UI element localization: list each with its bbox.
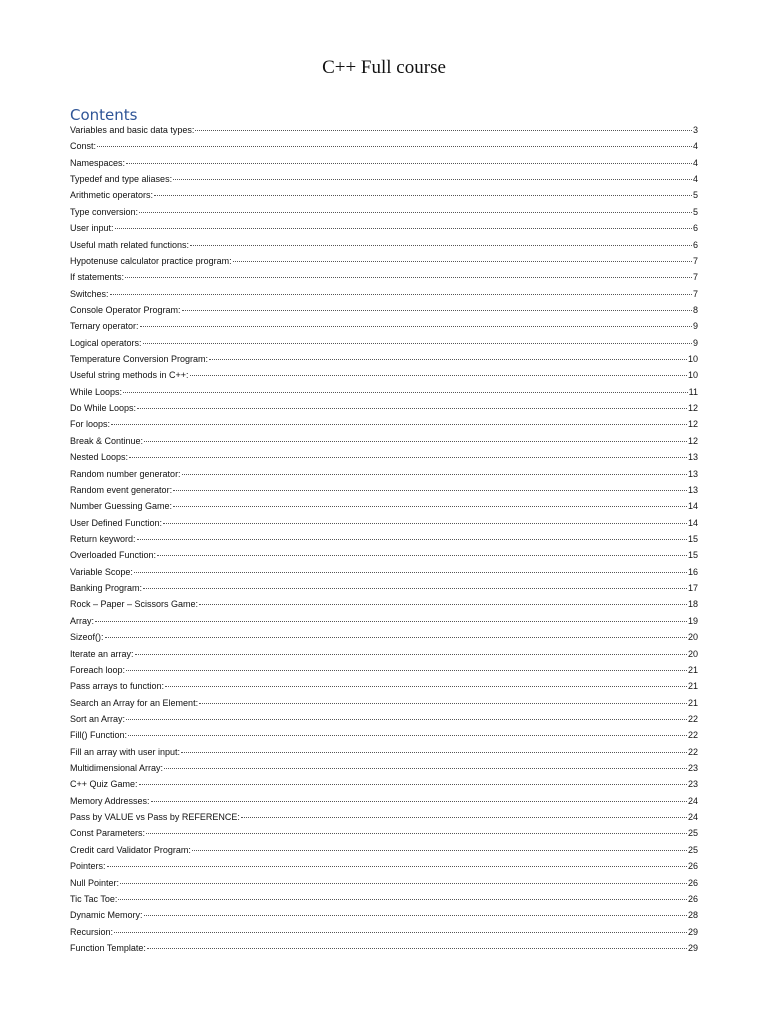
- toc-entry-page-number[interactable]: 4: [692, 174, 698, 185]
- toc-entry-page-number[interactable]: 12: [687, 419, 698, 430]
- toc-entry-title[interactable]: Useful string methods in C++:: [70, 370, 189, 381]
- toc-entry-page-number[interactable]: 16: [687, 566, 698, 577]
- toc-entry-title[interactable]: If statements:: [70, 272, 125, 283]
- toc-entry[interactable]: [70, 223, 698, 239]
- toc-dot-leader: [111, 424, 687, 425]
- toc-entry[interactable]: [70, 501, 698, 517]
- toc-entry-title[interactable]: Foreach loop:: [70, 664, 126, 675]
- toc-entry-title[interactable]: Console Operator Program:: [70, 304, 181, 315]
- toc-dot-leader: [151, 801, 687, 802]
- toc-dot-leader: [105, 637, 687, 638]
- toc-entry-page-number[interactable]: 26: [687, 861, 698, 872]
- toc-entry[interactable]: [70, 370, 698, 386]
- toc-entry-page-number[interactable]: 11: [688, 386, 698, 397]
- toc-entry-page-number[interactable]: 19: [687, 615, 698, 626]
- toc-entry-page-number[interactable]: 23: [687, 779, 698, 790]
- toc-dot-leader: [165, 686, 687, 687]
- toc-entry-title[interactable]: Tic Tac Toe:: [70, 893, 118, 904]
- toc-entry[interactable]: [70, 698, 698, 714]
- toc-entry[interactable]: [70, 518, 698, 534]
- toc-entry[interactable]: [70, 943, 698, 959]
- toc-dot-leader: [190, 245, 692, 246]
- toc-entry[interactable]: [70, 763, 698, 779]
- toc-entry-title[interactable]: Temperature Conversion Program:: [70, 354, 209, 365]
- toc-dot-leader: [115, 228, 692, 229]
- toc-entry-title[interactable]: Dynamic Memory:: [70, 910, 143, 921]
- toc-entry-page-number[interactable]: 26: [687, 877, 698, 888]
- toc-entry[interactable]: [70, 747, 698, 763]
- toc-entry-page-number[interactable]: 24: [687, 812, 698, 823]
- toc-entry-page-number[interactable]: 25: [687, 828, 698, 839]
- toc-entry-page-number[interactable]: 5: [692, 206, 698, 217]
- toc-entry-page-number[interactable]: 22: [687, 713, 698, 724]
- toc-entry-title[interactable]: Type conversion:: [70, 206, 139, 217]
- toc-dot-leader: [163, 523, 687, 524]
- toc-entry-page-number[interactable]: 22: [687, 746, 698, 757]
- toc-entry[interactable]: [70, 550, 698, 566]
- toc-entry-title[interactable]: Multidimensional Array:: [70, 763, 164, 774]
- toc-dot-leader: [134, 572, 687, 573]
- toc-entry[interactable]: [70, 796, 698, 812]
- toc-entry[interactable]: [70, 845, 698, 861]
- toc-entry-page-number[interactable]: 6: [692, 239, 698, 250]
- toc-entry[interactable]: [70, 469, 698, 485]
- toc-entry-page-number[interactable]: 5: [692, 190, 698, 201]
- toc-dot-leader: [110, 294, 692, 295]
- toc-dot-leader: [126, 163, 692, 164]
- toc-entry-title[interactable]: Useful math related functions:: [70, 239, 190, 250]
- toc-dot-leader: [173, 179, 692, 180]
- toc-dot-leader: [192, 850, 687, 851]
- toc-entry[interactable]: [70, 338, 698, 354]
- toc-entry[interactable]: [70, 583, 698, 599]
- toc-entry-title[interactable]: Pointers:: [70, 861, 106, 872]
- toc-dot-leader: [135, 654, 687, 655]
- document-title: C++ Full course: [322, 57, 446, 78]
- toc-entry[interactable]: [70, 485, 698, 501]
- toc-entry-title[interactable]: Sort an Array:: [70, 713, 126, 724]
- toc-entry[interactable]: [70, 828, 698, 844]
- toc-entry-title[interactable]: Function Template:: [70, 942, 146, 953]
- toc-entry-title[interactable]: Rock – Paper – Scissors Game:: [70, 599, 199, 610]
- toc-entry-title[interactable]: Number Guessing Game:: [70, 501, 173, 512]
- toc-entry-title[interactable]: Do While Loops:: [70, 403, 137, 414]
- toc-entry-page-number[interactable]: 28: [687, 910, 698, 921]
- toc-entry[interactable]: [70, 436, 698, 452]
- toc-entry-title[interactable]: Random event generator:: [70, 484, 173, 495]
- toc-entry-title[interactable]: Search an Array for an Element:: [70, 697, 199, 708]
- toc-dot-leader: [143, 588, 687, 589]
- toc-entry-title[interactable]: User input:: [70, 223, 114, 234]
- toc-entry-title[interactable]: While Loops:: [70, 386, 123, 397]
- toc-dot-leader: [190, 375, 687, 376]
- toc-entry-page-number[interactable]: 21: [687, 681, 698, 692]
- toc-dot-leader: [164, 768, 687, 769]
- toc-dot-leader: [181, 752, 687, 753]
- toc-entry-title[interactable]: Return keyword:: [70, 533, 136, 544]
- toc-entry-title[interactable]: Variable Scope:: [70, 566, 133, 577]
- toc-dot-leader: [209, 359, 687, 360]
- toc-dot-leader: [129, 457, 687, 458]
- toc-entry[interactable]: [70, 779, 698, 795]
- toc-entry-page-number[interactable]: 22: [687, 730, 698, 741]
- toc-entry[interactable]: [70, 321, 698, 337]
- toc-entry[interactable]: [70, 665, 698, 681]
- toc-entry[interactable]: [70, 649, 698, 665]
- toc-entry[interactable]: [70, 599, 698, 615]
- toc-entry-title[interactable]: User Defined Function:: [70, 517, 163, 528]
- toc-entry-page-number[interactable]: 26: [687, 893, 698, 904]
- toc-dot-leader: [107, 866, 687, 867]
- toc-entry[interactable]: [70, 567, 698, 583]
- toc-entry[interactable]: [70, 158, 698, 174]
- toc-entry[interactable]: [70, 174, 698, 190]
- toc-entry[interactable]: [70, 125, 698, 141]
- toc-entry[interactable]: [70, 289, 698, 305]
- toc-entry-title[interactable]: Fill() Function:: [70, 730, 128, 741]
- toc-entry[interactable]: [70, 714, 698, 730]
- toc-entry-page-number[interactable]: 13: [687, 484, 698, 495]
- toc-dot-leader: [120, 883, 687, 884]
- toc-dot-leader: [182, 474, 687, 475]
- toc-dot-leader: [173, 490, 687, 491]
- toc-dot-leader: [144, 441, 687, 442]
- toc-entry-title[interactable]: Iterate an array:: [70, 648, 134, 659]
- toc-entry-title[interactable]: Hypotenuse calculator practice program:: [70, 255, 232, 266]
- toc-entry-page-number[interactable]: 7: [692, 255, 698, 266]
- toc-entry[interactable]: [70, 141, 698, 157]
- toc-entry-page-number[interactable]: 13: [687, 468, 698, 479]
- toc-entry-page-number[interactable]: 24: [687, 795, 698, 806]
- table-of-contents: [70, 125, 698, 959]
- toc-entry-title[interactable]: Break & Continue:: [70, 435, 144, 446]
- toc-entry-page-number[interactable]: 14: [687, 501, 698, 512]
- toc-entry-page-number[interactable]: 15: [687, 533, 698, 544]
- toc-entry-page-number[interactable]: 4: [692, 141, 698, 152]
- toc-entry[interactable]: [70, 681, 698, 697]
- toc-entry-title[interactable]: Banking Program:: [70, 583, 143, 594]
- toc-dot-leader: [147, 948, 687, 949]
- toc-entry-page-number[interactable]: 12: [687, 435, 698, 446]
- toc-entry-page-number[interactable]: 7: [692, 272, 698, 283]
- toc-dot-leader: [97, 146, 692, 147]
- toc-entry-title[interactable]: Fill an array with user input:: [70, 746, 181, 757]
- toc-dot-leader: [199, 703, 687, 704]
- toc-entry-page-number[interactable]: 21: [687, 697, 698, 708]
- toc-dot-leader: [195, 130, 692, 131]
- toc-dot-leader: [126, 670, 687, 671]
- toc-entry-page-number[interactable]: 20: [687, 648, 698, 659]
- toc-entry[interactable]: [70, 190, 698, 206]
- toc-entry-title[interactable]: Nested Loops:: [70, 452, 129, 463]
- toc-entry[interactable]: [70, 207, 698, 223]
- toc-entry[interactable]: [70, 616, 698, 632]
- toc-entry-page-number[interactable]: 3: [692, 125, 698, 135]
- toc-entry-title[interactable]: Namespaces:: [70, 157, 126, 168]
- toc-entry-title[interactable]: Const Parameters:: [70, 828, 146, 839]
- toc-entry[interactable]: [70, 534, 698, 550]
- toc-entry[interactable]: [70, 403, 698, 419]
- toc-entry-title[interactable]: Credit card Validator Program:: [70, 844, 191, 855]
- toc-dot-leader: [137, 539, 687, 540]
- toc-entry-title[interactable]: For loops:: [70, 419, 111, 430]
- toc-entry-title[interactable]: Typedef and type aliases:: [70, 174, 173, 185]
- toc-entry-page-number[interactable]: 4: [692, 157, 698, 168]
- toc-entry-page-number[interactable]: 17: [687, 583, 698, 594]
- toc-dot-leader: [241, 817, 687, 818]
- toc-entry-title[interactable]: Pass by VALUE vs Pass by REFERENCE:: [70, 812, 240, 823]
- toc-entry-title[interactable]: Memory Addresses:: [70, 795, 150, 806]
- toc-dot-leader: [123, 392, 688, 393]
- toc-entry-page-number[interactable]: 14: [687, 517, 698, 528]
- toc-entry-page-number[interactable]: 10: [687, 370, 698, 381]
- toc-entry[interactable]: [70, 812, 698, 828]
- toc-entry-page-number[interactable]: 7: [692, 288, 698, 299]
- toc-entry[interactable]: [70, 861, 698, 877]
- toc-entry-title[interactable]: Const:: [70, 141, 97, 152]
- toc-dot-leader: [118, 899, 687, 900]
- toc-entry[interactable]: [70, 240, 698, 256]
- toc-dot-leader: [139, 212, 692, 213]
- toc-entry-page-number[interactable]: 9: [692, 337, 698, 348]
- toc-dot-leader: [144, 915, 687, 916]
- toc-entry-page-number[interactable]: 12: [687, 403, 698, 414]
- toc-dot-leader: [114, 932, 687, 933]
- toc-dot-leader: [128, 735, 687, 736]
- toc-entry[interactable]: [70, 878, 698, 894]
- toc-entry-page-number[interactable]: 20: [687, 632, 698, 643]
- toc-entry-page-number[interactable]: 29: [687, 926, 698, 937]
- toc-entry-title[interactable]: Variables and basic data types:: [70, 125, 195, 135]
- toc-dot-leader: [154, 195, 692, 196]
- toc-entry-page-number[interactable]: 21: [687, 664, 698, 675]
- toc-entry-title[interactable]: Pass arrays to function:: [70, 681, 165, 692]
- toc-entry-page-number[interactable]: 25: [687, 844, 698, 855]
- toc-entry[interactable]: [70, 452, 698, 468]
- toc-heading: Contents: [70, 106, 138, 124]
- toc-entry[interactable]: [70, 387, 698, 403]
- toc-dot-leader: [199, 604, 687, 605]
- toc-dot-leader: [140, 326, 692, 327]
- toc-entry-title[interactable]: Ternary operator:: [70, 321, 139, 332]
- toc-entry[interactable]: [70, 354, 698, 370]
- toc-entry-title[interactable]: Array:: [70, 615, 95, 626]
- toc-entry-page-number[interactable]: 13: [687, 452, 698, 463]
- toc-entry-title[interactable]: Null Pointer:: [70, 877, 120, 888]
- toc-entry-title[interactable]: Sizeof():: [70, 632, 104, 643]
- toc-entry[interactable]: [70, 305, 698, 321]
- toc-entry-title[interactable]: Random number generator:: [70, 468, 181, 479]
- toc-dot-leader: [146, 833, 687, 834]
- toc-entry[interactable]: [70, 927, 698, 943]
- toc-dot-leader: [233, 261, 692, 262]
- toc-entry-page-number[interactable]: 29: [687, 942, 698, 953]
- toc-entry-title[interactable]: Logical operators:: [70, 337, 142, 348]
- toc-entry-title[interactable]: C++ Quiz Game:: [70, 779, 138, 790]
- toc-entry[interactable]: [70, 272, 698, 288]
- toc-entry[interactable]: [70, 730, 698, 746]
- toc-dot-leader: [157, 555, 687, 556]
- toc-dot-leader: [137, 408, 687, 409]
- toc-entry[interactable]: [70, 910, 698, 926]
- toc-entry-title[interactable]: Switches:: [70, 288, 109, 299]
- toc-entry-page-number[interactable]: 18: [687, 599, 698, 610]
- toc-entry-title[interactable]: Overloaded Function:: [70, 550, 157, 561]
- toc-dot-leader: [126, 719, 687, 720]
- toc-entry-page-number[interactable]: 15: [687, 550, 698, 561]
- toc-entry-page-number[interactable]: 23: [687, 763, 698, 774]
- toc-entry[interactable]: [70, 419, 698, 435]
- toc-entry[interactable]: [70, 894, 698, 910]
- toc-entry-title[interactable]: Arithmetic operators:: [70, 190, 154, 201]
- toc-entry-title[interactable]: Recursion:: [70, 926, 114, 937]
- toc-entry-page-number[interactable]: 8: [692, 304, 698, 315]
- toc-dot-leader: [95, 621, 687, 622]
- toc-entry-page-number[interactable]: 9: [692, 321, 698, 332]
- toc-dot-leader: [139, 784, 687, 785]
- toc-dot-leader: [182, 310, 692, 311]
- toc-dot-leader: [173, 506, 687, 507]
- toc-entry-page-number[interactable]: 10: [687, 354, 698, 365]
- toc-dot-leader: [143, 343, 692, 344]
- toc-entry[interactable]: [70, 632, 698, 648]
- toc-entry[interactable]: [70, 256, 698, 272]
- toc-entry-page-number[interactable]: 6: [692, 223, 698, 234]
- toc-dot-leader: [125, 277, 692, 278]
